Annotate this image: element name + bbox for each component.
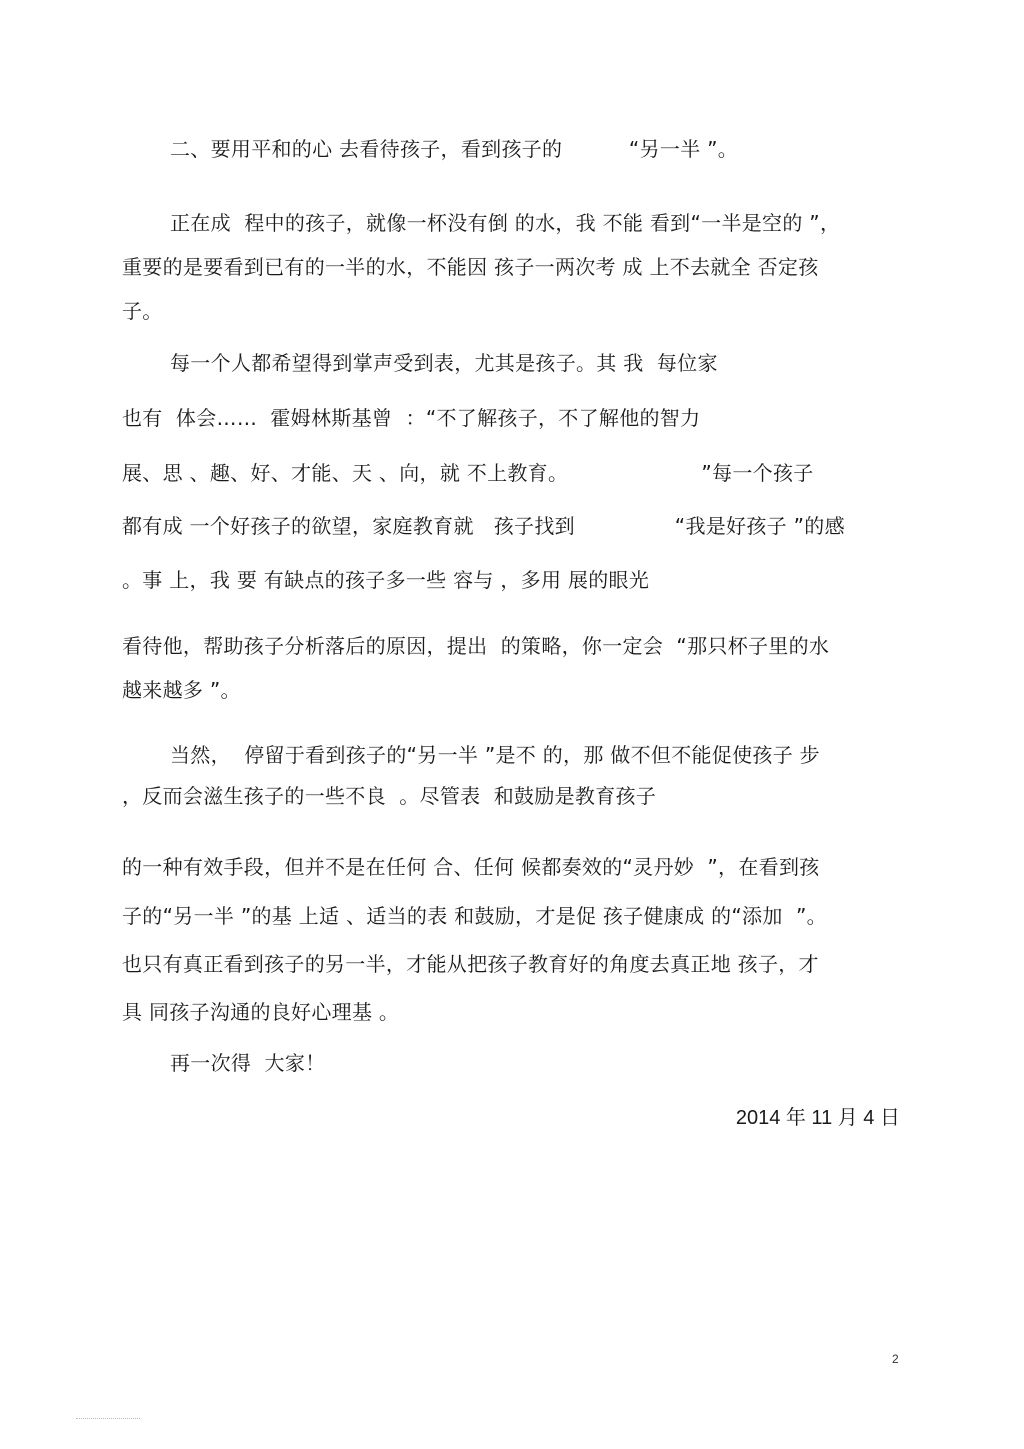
paragraph-line: 重要的是要看到已有的一半的水，不能因 孩子一两次考 成 上不去就全 否定孩 [122, 255, 819, 279]
paragraph-line: 具 同孩子沟通的良好心理基 。 [122, 1000, 400, 1024]
paragraph-line: 正在成 程中的孩子，就像一杯没有倒 的水，我 不能 看到“一半是空的 ”， [170, 211, 841, 235]
paragraph-line: 的一种有效手段，但并不是在任何 合、任何 候都奏效的“灵丹妙 ”，在看到孩 [122, 855, 820, 879]
closing-line: 再一次得 大家！ [170, 1051, 326, 1075]
paragraph-line: 子。 [122, 299, 163, 323]
paragraph-line: 二、要用平和的心 去看待孩子，看到孩子的 “另一半 ”。 [170, 137, 739, 161]
page-number: 2 [892, 1352, 899, 1366]
paragraph-line: 每一个人都希望得到掌声受到表，尤其是孩子。其 我 每位家 [170, 351, 718, 375]
paragraph-line: 看待他，帮助孩子分析落后的原因，提出 的策略，你一定会 “那只杯子里的水 [122, 634, 830, 658]
paragraph-line: 子的“另一半 ”的基 上适 、适当的表 和鼓励，才是促 孩子健康成 的“添加 ”。 [122, 904, 827, 928]
paragraph-line: 当然， 停留于看到孩子的“另一半 ”是不 的，那 做不但不能促使孩子 步 [170, 743, 820, 767]
paragraph-line: 也只有真正看到孩子的另一半，才能从把孩子教育好的角度去真正地 孩子，才 [122, 952, 819, 976]
paragraph-line: 。事 上，我 要 有缺点的孩子多一些 容与 ，多用 展的眼光 [122, 568, 650, 592]
paragraph-line: 展、思 、趣、好、才能、天 、向，就 不上教育。 ”每一个孩子 [122, 461, 814, 485]
document-date: 2014 年 11 月 4 日 [735, 1107, 900, 1129]
paragraph-line: ，反而会滋生孩子的一些不良 。尽管表 和鼓励是教育孩子 [122, 784, 657, 808]
paragraph-line: 也有 体会…… 霍姆林斯基曾 ：“不了解孩子，不了解他的智力 [122, 406, 701, 430]
paragraph-line: 都有成 一个好孩子的欲望，家庭教育就 孩子找到 “我是好孩子 ”的感 [122, 514, 845, 538]
paragraph-line: 越来越多 ”。 [122, 678, 241, 702]
footer-divider [76, 1418, 140, 1420]
